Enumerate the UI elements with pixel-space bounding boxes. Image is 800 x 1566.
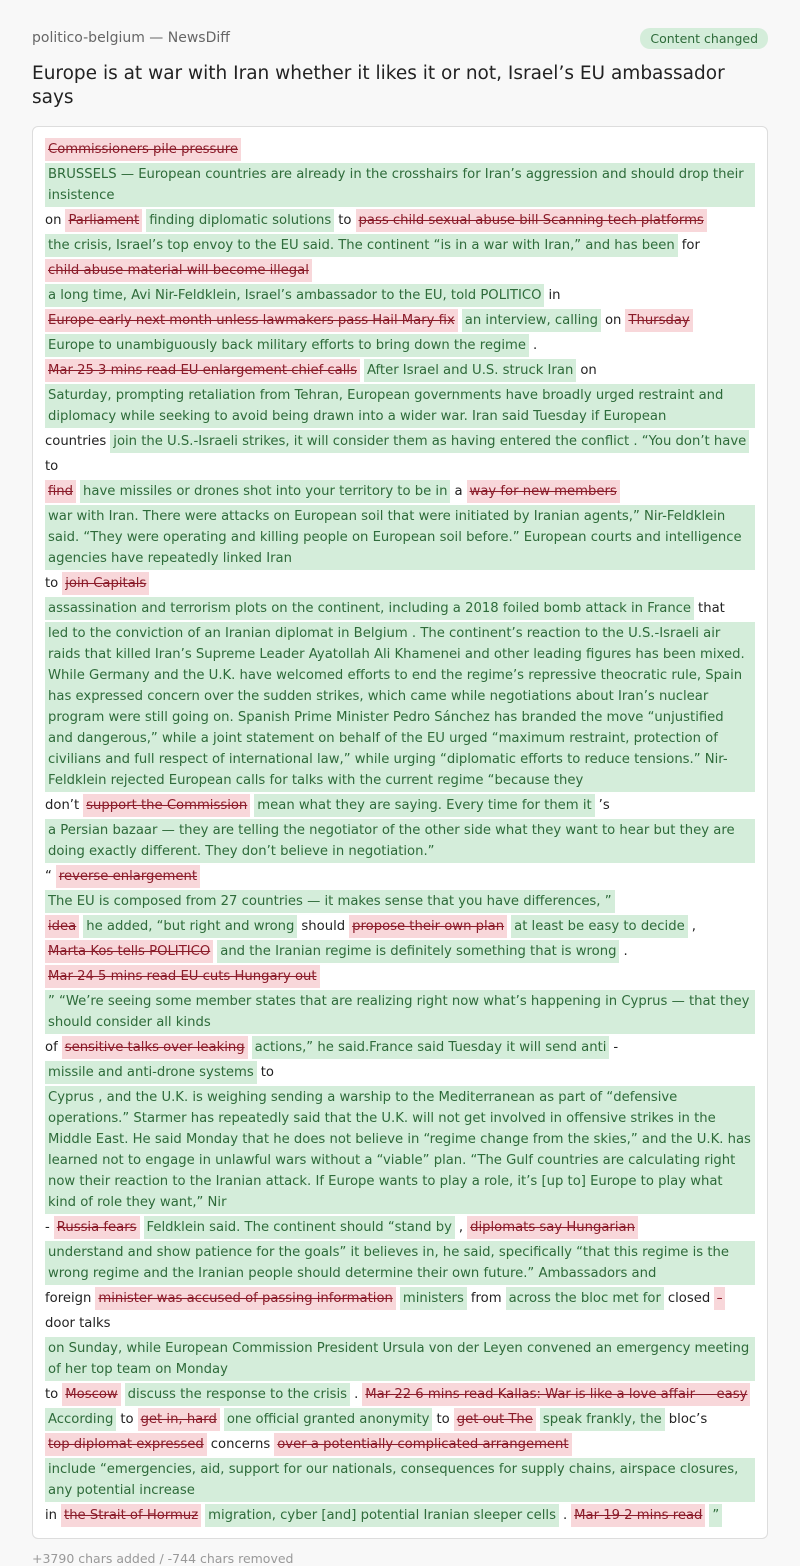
added-text: According: [45, 1408, 116, 1431]
unchanged-text: in: [548, 284, 560, 307]
added-text: Europe to unambiguously back military efforts to bring down the regime: [45, 334, 529, 357]
header-row: [32, 28, 768, 48]
removed-text: Parliament: [65, 209, 142, 232]
added-text: understand and show patience for the goals” it believes in, he said, specifically “that this regime is the wrong regime and the Iranian people should determine their own future.” Ambassadors and: [45, 1241, 755, 1285]
removed-text: find: [45, 480, 76, 503]
diff-summary: +3790 chars added / -744 chars removed: [32, 1551, 294, 1566]
added-text: actions,” he said.France said Tuesday it will send anti: [252, 1036, 610, 1059]
unchanged-text: .: [623, 940, 627, 963]
removed-text: idea: [45, 915, 79, 938]
unchanged-text: foreign: [45, 1287, 91, 1310]
unchanged-text: concerns: [211, 1433, 270, 1456]
unchanged-text: ,: [459, 1216, 463, 1239]
unchanged-text: to: [436, 1408, 449, 1431]
added-text: he added, “but right and wrong: [83, 915, 297, 938]
status-badge: Content changed: [640, 28, 768, 49]
article-title: Europe is at war with Iran whether it likes it or not, Israel’s EU ambassador says: [32, 63, 725, 108]
unchanged-text: door talks: [45, 1312, 111, 1335]
unchanged-text: bloc’s: [669, 1408, 707, 1431]
removed-text: top diplomat expressed: [45, 1433, 207, 1456]
unchanged-text: -: [45, 1216, 50, 1239]
added-text: ” “We’re seeing some member states that are realizing right now what’s happening in Cyprus — that they should consider all kinds: [45, 990, 755, 1034]
removed-text: way for new members: [467, 480, 620, 503]
removed-text: propose their own plan: [349, 915, 507, 938]
unchanged-text: in: [45, 1504, 57, 1527]
added-text: Feldklein said. The continent should “stand by: [144, 1216, 455, 1239]
diff-panel: [32, 126, 768, 1539]
removed-text: Marta Kos tells POLITICO: [45, 940, 213, 963]
added-text: speak frankly, the: [540, 1408, 665, 1431]
added-text: across the bloc met for: [506, 1287, 664, 1310]
unchanged-text: ’s: [599, 794, 610, 817]
unchanged-text: a: [454, 480, 462, 503]
added-text: finding diplomatic solutions: [146, 209, 334, 232]
added-text: missile and anti-drone systems: [45, 1061, 257, 1084]
removed-text: Commissioners pile pressure: [45, 138, 241, 161]
unchanged-text: -: [613, 1036, 618, 1059]
unchanged-text: to: [338, 209, 351, 232]
removed-text: minister was accused of passing information: [95, 1287, 396, 1310]
unchanged-text: “: [45, 865, 52, 888]
added-text: one official granted anonymity: [224, 1408, 433, 1431]
removed-text: over a potentially complicated arrangement: [274, 1433, 571, 1456]
removed-text: Mar 22 6 mins read Kallas: War is like a love affair — easy: [362, 1383, 750, 1406]
added-text: ”: [709, 1504, 722, 1527]
removed-text: sensitive talks over leaking: [62, 1036, 248, 1059]
added-text: war with Iran. There were attacks on European soil that were initiated by Iranian agents,” Nir-Feldklein said. “They were operating and killing people on European soil before.” European courts and intelligence agencies have repeatedly linked Iran: [45, 505, 755, 570]
source-label: politico-belgium — NewsDiff: [32, 30, 230, 46]
unchanged-text: should: [301, 915, 345, 938]
removed-text: child abuse material will become illegal: [45, 259, 312, 282]
added-text: on Sunday, while European Commission President Ursula von der Leyen convened an emergency meeting of her top team on Monday: [45, 1337, 755, 1381]
added-text: mean what they are saying. Every time for them it: [254, 794, 594, 817]
removed-text: Mar 25 3 mins read EU enlargement chief calls: [45, 359, 360, 382]
removed-text: Mar 24 5 mins read EU cuts Hungary out: [45, 965, 320, 988]
removed-text: get in, hard: [138, 1408, 220, 1431]
added-text: and the Iranian regime is definitely something that is wrong: [217, 940, 619, 963]
removed-text: the Strait of Hormuz: [61, 1504, 201, 1527]
removed-text: Moscow: [62, 1383, 120, 1406]
added-text: After Israel and U.S. struck Iran: [364, 359, 576, 382]
added-text: an interview, calling: [462, 309, 601, 332]
removed-text: Mar 19 2 mins read: [571, 1504, 705, 1527]
unchanged-text: .: [563, 1504, 567, 1527]
unchanged-text: don’t: [45, 794, 79, 817]
added-text: include “emergencies, aid, support for our nationals, consequences for supply chains, airspace closures, any potential increase: [45, 1458, 755, 1502]
removed-text: Russia fears: [54, 1216, 140, 1239]
unchanged-text: on: [605, 309, 621, 332]
unchanged-text: .: [533, 334, 537, 357]
removed-text: support the Commission: [83, 794, 250, 817]
added-text: BRUSSELS — European countries are already in the crosshairs for Iran’s aggression and should drop their insistence: [45, 163, 755, 207]
removed-text: reverse enlargement: [56, 865, 200, 888]
unchanged-text: to: [261, 1061, 274, 1084]
added-text: assassination and terrorism plots on the continent, including a 2018 foiled bomb attack in France: [45, 597, 694, 620]
removed-text: pass child sexual abuse bill Scanning tech platforms: [356, 209, 707, 232]
unchanged-text: on: [45, 209, 61, 232]
added-text: Saturday, prompting retaliation from Tehran, European governments have broadly urged restraint and diplomacy while seeking to avoid being drawn into a wider war. Iran said Tuesday if European: [45, 384, 755, 428]
unchanged-text: to: [45, 455, 58, 478]
added-text: led to the conviction of an Iranian diplomat in Belgium . The continent’s reaction to the U.S.-Israeli air raids that killed Iran’s Supreme Leader Ayatollah Ali Khamenei and other leading figures has been mixed. While Germany and the U.K. have welcomed efforts to end the regime’s repressive theocratic rule, Spain has expressed concern over the sudden strikes, which came while negotiations about Iran’s nuclear program were still going on. Spanish Prime Minister Pedro Sánchez has branded the move “unjustified and dangerous,” while a joint statement on behalf of the EU urged “maximum restraint, protection of civilians and full respect of international law,” while urging “diplomatic efforts to reduce tensions.” Nir-Feldklein rejected European calls for talks with the current regime “because they: [45, 622, 755, 792]
added-text: have missiles or drones shot into your territory to be in: [80, 480, 450, 503]
unchanged-text: that: [698, 597, 725, 620]
added-text: migration, cyber [and] potential Iranian sleeper cells: [205, 1504, 559, 1527]
unchanged-text: for: [682, 234, 700, 257]
removed-text: join Capitals: [62, 572, 149, 595]
unchanged-text: to: [45, 1383, 58, 1406]
unchanged-text: to: [120, 1408, 133, 1431]
removed-text: get out The: [454, 1408, 536, 1431]
removed-text: -: [714, 1287, 725, 1310]
added-text: The EU is composed from 27 countries — it makes sense that you have differences, ”: [45, 890, 615, 913]
added-text: discuss the response to the crisis: [125, 1383, 350, 1406]
removed-text: Thursday: [625, 309, 692, 332]
unchanged-text: from: [471, 1287, 502, 1310]
added-text: at least be easy to decide: [511, 915, 688, 938]
added-text: join the U.S.-Israeli strikes, it will consider them as having entered the conflict . “You don’t have: [110, 430, 749, 453]
added-text: a long time, Avi Nir-Feldklein, Israel’s ambassador to the EU, told POLITICO: [45, 284, 544, 307]
added-text: ministers: [400, 1287, 467, 1310]
removed-text: Europe early next month unless lawmakers pass Hail Mary fix: [45, 309, 458, 332]
added-text: the crisis, Israel’s top envoy to the EU said. The continent “is in a war with Iran,” and has been: [45, 234, 678, 257]
added-text: Cyprus , and the U.K. is weighing sending a warship to the Mediterranean as part of “defensive operations.” Starmer has repeatedly said that the U.K. will not get involved in offensive strikes in the Middle East. He said Monday that he does not believe in “regime change from the skies,” and the U.K. has learned not to engage in unlawful wars without a “viable” plan. “The Gulf countries are calculating right now their reaction to the Iranian attack. If Europe wants to play a role, it’s [up to] Europe to play what kind of role they want,” Nir: [45, 1086, 755, 1214]
unchanged-text: of: [45, 1036, 58, 1059]
unchanged-text: to: [45, 572, 58, 595]
unchanged-text: countries: [45, 430, 106, 453]
unchanged-text: closed: [668, 1287, 710, 1310]
diff-content: [45, 137, 755, 1528]
unchanged-text: .: [354, 1383, 358, 1406]
removed-text: diplomats say Hungarian: [467, 1216, 638, 1239]
unchanged-text: on: [580, 359, 596, 382]
added-text: a Persian bazaar — they are telling the negotiator of the other side what they want to hear but they are doing exactly different. They don’t believe in negotiation.”: [45, 819, 755, 863]
unchanged-text: ,: [692, 915, 696, 938]
